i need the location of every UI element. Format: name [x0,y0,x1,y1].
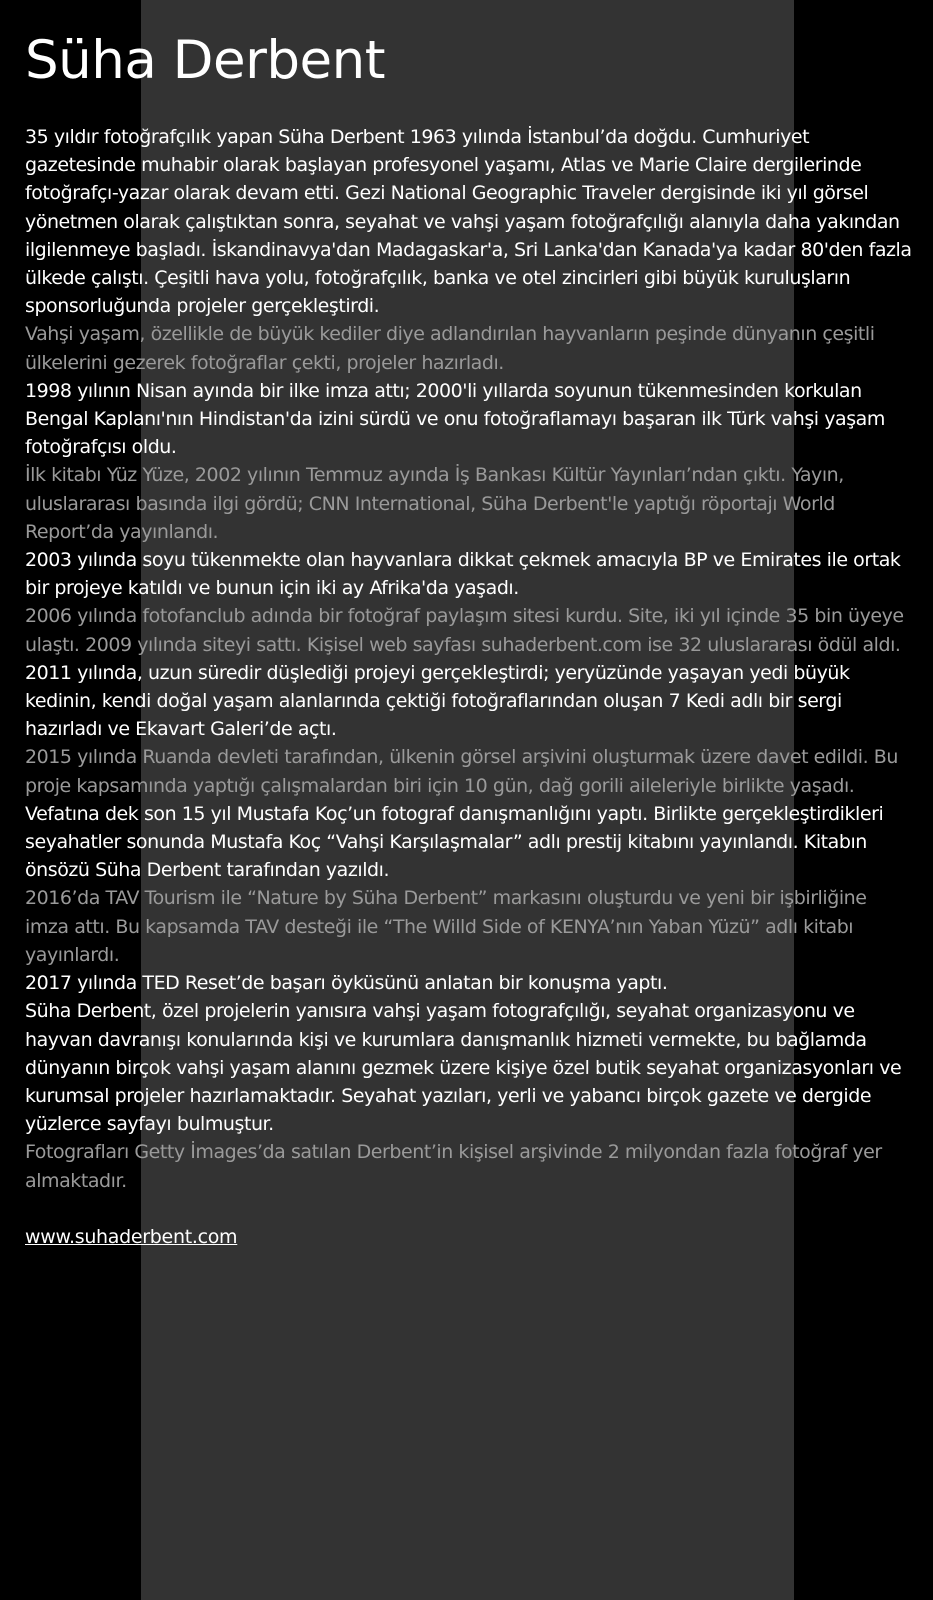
bio-paragraph: 2015 yılında Ruanda devleti tarafından, ülkenin görsel arşivini oluşturmak üzere davet edildi. Bu proje kapsamında yaptığı çalışmalardan biri için 10 gün, dağ gorili aileleriyle birlikte yaşadı. [25,746,898,797]
bio-paragraph: Vefatına dek son 15 yıl Mustafa Koç’un fotograf danışmanlığını yaptı. Birlikte gerçekleştirdikleri seyahatler sonunda Mustafa Koç “Vahşi Karşılaşmalar” adlı prestij kitabını yayınlandı. Kitabın önsözü Süha Derbent tarafından yazıldı. [25,802,884,882]
bio-paragraph: Süha Derbent, özel projelerin yanısıra vahşi yaşam fotografçılığı, seyahat organizasyonu ve hayvan davranışı konularında kişi ve kurumlara danışmanlık hizmeti vermekte, bu bağlamda dünyanın birçok vahşi yaşam alanını gezmek üzere kişiye özel butik seyahat organizasyonları ve kurumsal projeler hazırlamaktadır. Seyahat yazıları, yerli ve yabancı birçok gazete ve dergide yüzlerce sayfayı bulmuştur. [25,1000,902,1136]
bio-paragraph: Vahşi yaşam, özellikle de büyük kediler diye adlandırılan hayvanların peşinde dünyanın çeşitli ülkelerini gezerek fotoğraflar çekti, projeler hazırladı. [25,323,875,374]
website-link[interactable]: www.suhaderbent.com [25,1225,238,1248]
bio-content [25,0,915,1251]
biography [25,123,915,1195]
bio-paragraph: 2017 yılında TED Reset’de başarı öyküsünü anlatan bir konuşma yaptı. [25,972,668,995]
bio-paragraph: 2003 yılında soyu tükenmekte olan hayvanlara dikkat çekmek amacıyla BP ve Emirates ile ortak bir projeye katıldı ve bunun için iki ay Afrika'da yaşadı. [25,549,901,600]
website-link-container [25,1223,915,1251]
bio-paragraph: 2006 yılında fotofanclub adında bir fotoğraf paylaşım sitesi kurdu. Site, iki yıl içinde 35 bin üyeye ulaştı. 2009 yılında siteyi sattı. Kişisel web sayfası suhaderbent.com ise 32 uluslararası ödül aldı. [25,605,904,656]
bio-paragraph: İlk kitabı Yüz Yüze, 2002 yılının Temmuz ayında İş Bankası Kültür Yayınları’ndan çıktı. Yayın, uluslararası basında ilgi gördü; CNN International, Süha Derbent'le yaptığı röportajı World Report’da yayınlandı. [25,464,844,543]
bio-paragraph: 2016’da TAV Tourism ile “Nature by Süha Derbent” markasını oluşturdu ve yeni bir işbirliğine imza attı. Bu kapsamda TAV desteği ile “The Willd Side of KENYA’nın Yaban Yüzü” adlı kitabı yayınlardı. [25,887,867,966]
page-title: Süha Derbent [25,30,385,91]
bio-paragraph: Fotografları Getty İmages’da satılan Derbent’in kişisel arşivinde 2 milyondan fazla fotoğraf yer almaktadır. [25,1141,882,1192]
bio-paragraph: 1998 yılının Nisan ayında bir ilke imza attı; 2000'li yıllarda soyunun tükenmesinden korkulan Bengal Kaplanı'nın Hindistan'da izini sürdü ve onu fotoğraflamayı başaran ilk Türk vahşi yaşam fotoğrafçısı oldu. [25,379,885,459]
bio-paragraph: 2011 yılında, uzun süredir düşlediği projeyi gerçekleştirdi; yeryüzünde yaşayan yedi büyük kedinin, kendi doğal yaşam alanlarında çektiği fotoğraflarından oluşan 7 Kedi adlı bir sergi hazırladı ve Ekavart Galeri’de açtı. [25,661,850,741]
bio-paragraph: 35 yıldır fotoğrafçılık yapan Süha Derbent 1963 yılında İstanbul’da doğdu. Cumhuriyet gazetesinde muhabir olarak başlayan profesyonel yaşamı, Atlas ve Marie Claire dergilerinde fotoğrafçı-yazar olarak devam etti. Gezi National Geographic Traveler dergisinde iki yıl görsel yönetmen olarak çalıştıktan sonra, seyahat ve vahşi yaşam fotoğrafçılığı alanıyla daha yakından ilgilenmeye başladı. İskandinavya'dan Madagaskar'a, Sri Lanka'dan Kanada'ya kadar 80'den fazla ülkede çalıştı. Çeşitli hava yolu, fotoğrafçılık, banka ve otel zincirleri gibi büyük kuruluşların sponsorluğunda projeler gerçekleştirdi. [25,126,912,318]
